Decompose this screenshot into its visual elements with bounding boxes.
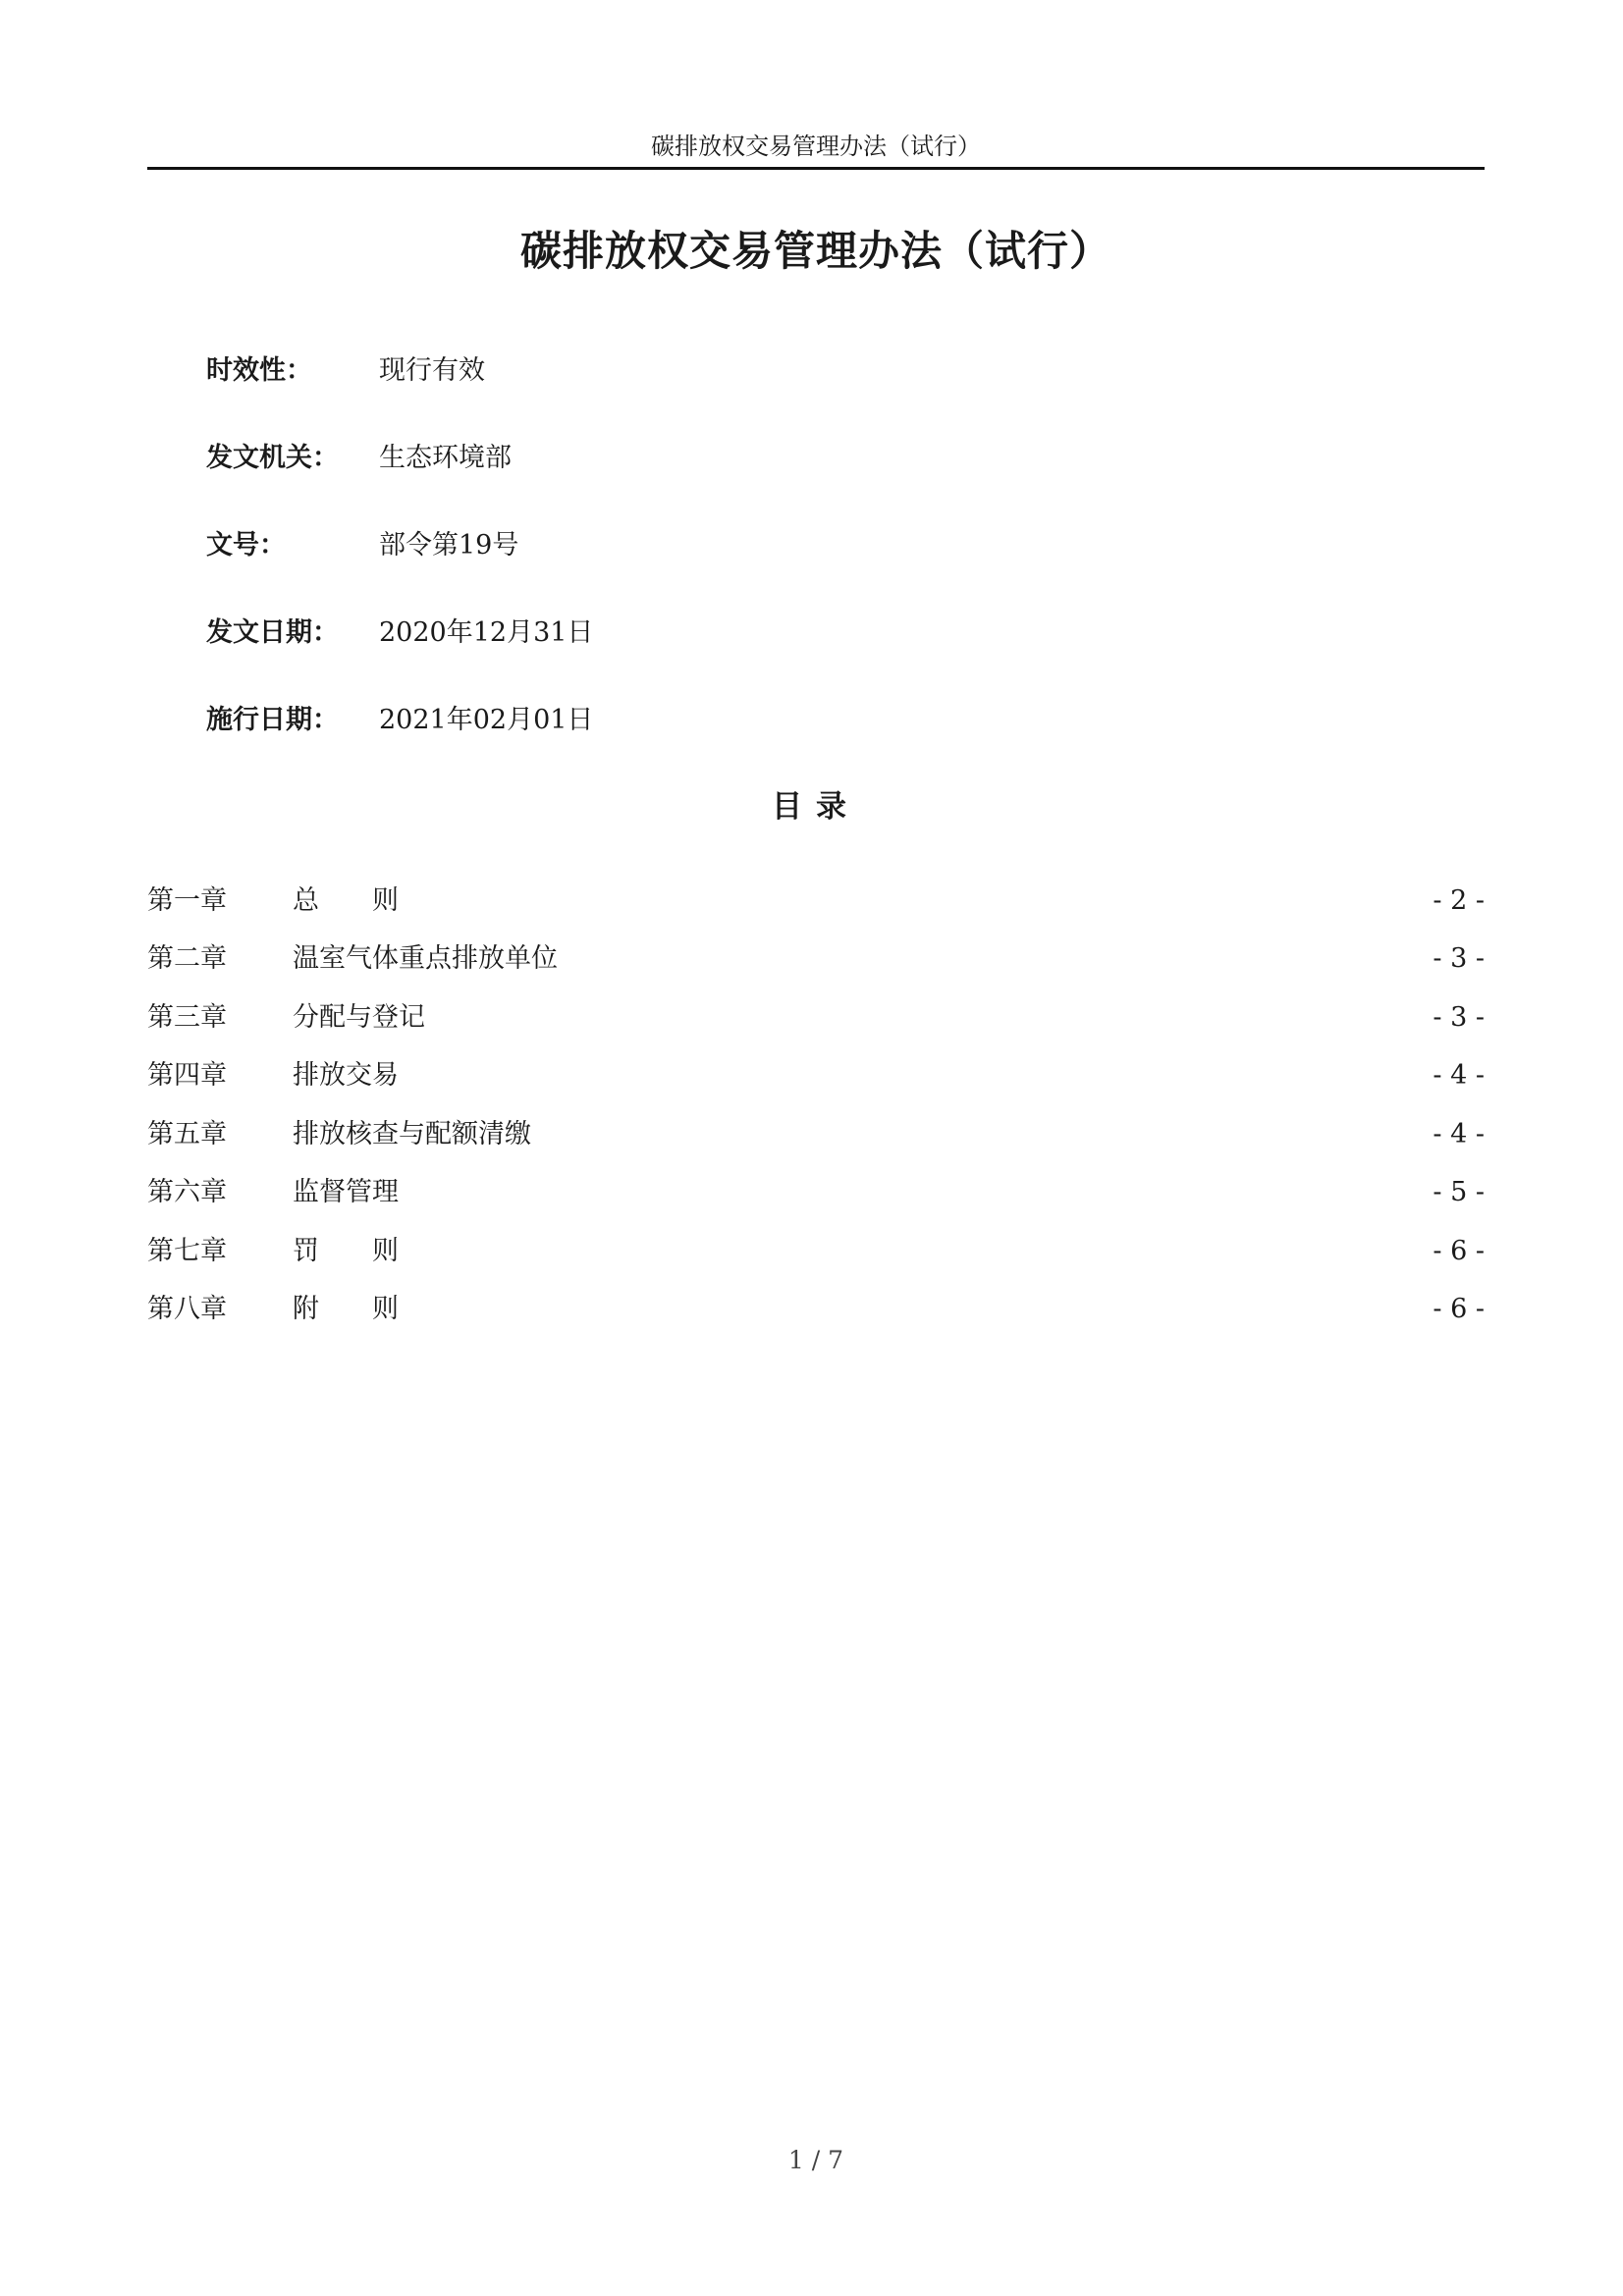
document-metadata bbox=[206, 349, 1286, 786]
toc-page-number: - 3 - bbox=[1433, 1001, 1485, 1033]
running-header: 碳排放权交易管理办法（试行） bbox=[651, 133, 981, 160]
toc-entry-chapter-7[interactable] bbox=[147, 1222, 1485, 1281]
meta-value: 部令第19号 bbox=[379, 530, 519, 561]
toc-entry-chapter-3[interactable] bbox=[147, 988, 1485, 1047]
toc-page-number: - 6 - bbox=[1433, 1235, 1485, 1266]
toc-page-number: - 5 - bbox=[1433, 1177, 1485, 1208]
meta-value: 生态环境部 bbox=[379, 443, 512, 473]
toc-entry-chapter-2[interactable] bbox=[147, 931, 1485, 989]
toc-entry-chapter-8[interactable] bbox=[147, 1281, 1485, 1340]
toc-page-number: - 3 - bbox=[1433, 943, 1485, 975]
meta-row-effective-date bbox=[206, 699, 1286, 786]
toc-heading: 目录 bbox=[772, 789, 860, 825]
meta-row-issue-date bbox=[206, 612, 1286, 699]
toc-entry-chapter-4[interactable] bbox=[147, 1047, 1485, 1106]
meta-value: 2020年12月31日 bbox=[379, 617, 594, 648]
toc-entry-chapter-1[interactable] bbox=[147, 872, 1485, 931]
toc-chapter-number: 第一章 bbox=[147, 884, 227, 916]
toc-chapter-name: 温室气体重点排放单位 bbox=[293, 943, 558, 975]
meta-label: 施行日期： bbox=[206, 705, 339, 735]
header-rule bbox=[147, 167, 1485, 170]
toc-chapter-number: 第七章 bbox=[147, 1235, 227, 1266]
toc-chapter-name: 罚 则 bbox=[293, 1235, 399, 1266]
meta-label: 发文机关： bbox=[206, 443, 339, 473]
toc-entry-chapter-6[interactable] bbox=[147, 1164, 1485, 1223]
meta-label: 时效性： bbox=[206, 355, 312, 386]
toc-page-number: - 6 - bbox=[1433, 1294, 1485, 1325]
toc-chapter-number: 第八章 bbox=[147, 1294, 227, 1325]
toc-chapter-name: 监督管理 bbox=[293, 1177, 399, 1208]
toc-page-number: - 4 - bbox=[1433, 1060, 1485, 1092]
toc-chapter-number: 第二章 bbox=[147, 943, 227, 975]
table-of-contents bbox=[147, 872, 1485, 1339]
document-title: 碳排放权交易管理办法（试行） bbox=[519, 227, 1111, 275]
toc-chapter-name: 排放交易 bbox=[293, 1060, 399, 1092]
meta-label: 发文日期： bbox=[206, 617, 339, 648]
toc-chapter-number: 第六章 bbox=[147, 1177, 227, 1208]
meta-row-validity bbox=[206, 349, 1286, 437]
toc-chapter-number: 第三章 bbox=[147, 1001, 227, 1033]
meta-label: 文号： bbox=[206, 530, 286, 561]
meta-row-doc-number bbox=[206, 524, 1286, 612]
toc-chapter-number: 第四章 bbox=[147, 1060, 227, 1092]
meta-row-issuer bbox=[206, 437, 1286, 524]
toc-page-number: - 2 - bbox=[1433, 884, 1485, 916]
toc-chapter-name: 分配与登记 bbox=[293, 1001, 425, 1033]
toc-chapter-name: 排放核查与配额清缴 bbox=[293, 1118, 531, 1149]
toc-entry-chapter-5[interactable] bbox=[147, 1105, 1485, 1164]
meta-value: 2021年02月01日 bbox=[379, 705, 594, 735]
toc-chapter-name: 附 则 bbox=[293, 1294, 399, 1325]
meta-value: 现行有效 bbox=[379, 355, 485, 386]
page-number-footer: 1 / 7 bbox=[787, 2146, 844, 2174]
toc-page-number: - 4 - bbox=[1433, 1118, 1485, 1149]
toc-chapter-number: 第五章 bbox=[147, 1118, 227, 1149]
toc-chapter-name: 总 则 bbox=[293, 884, 399, 916]
